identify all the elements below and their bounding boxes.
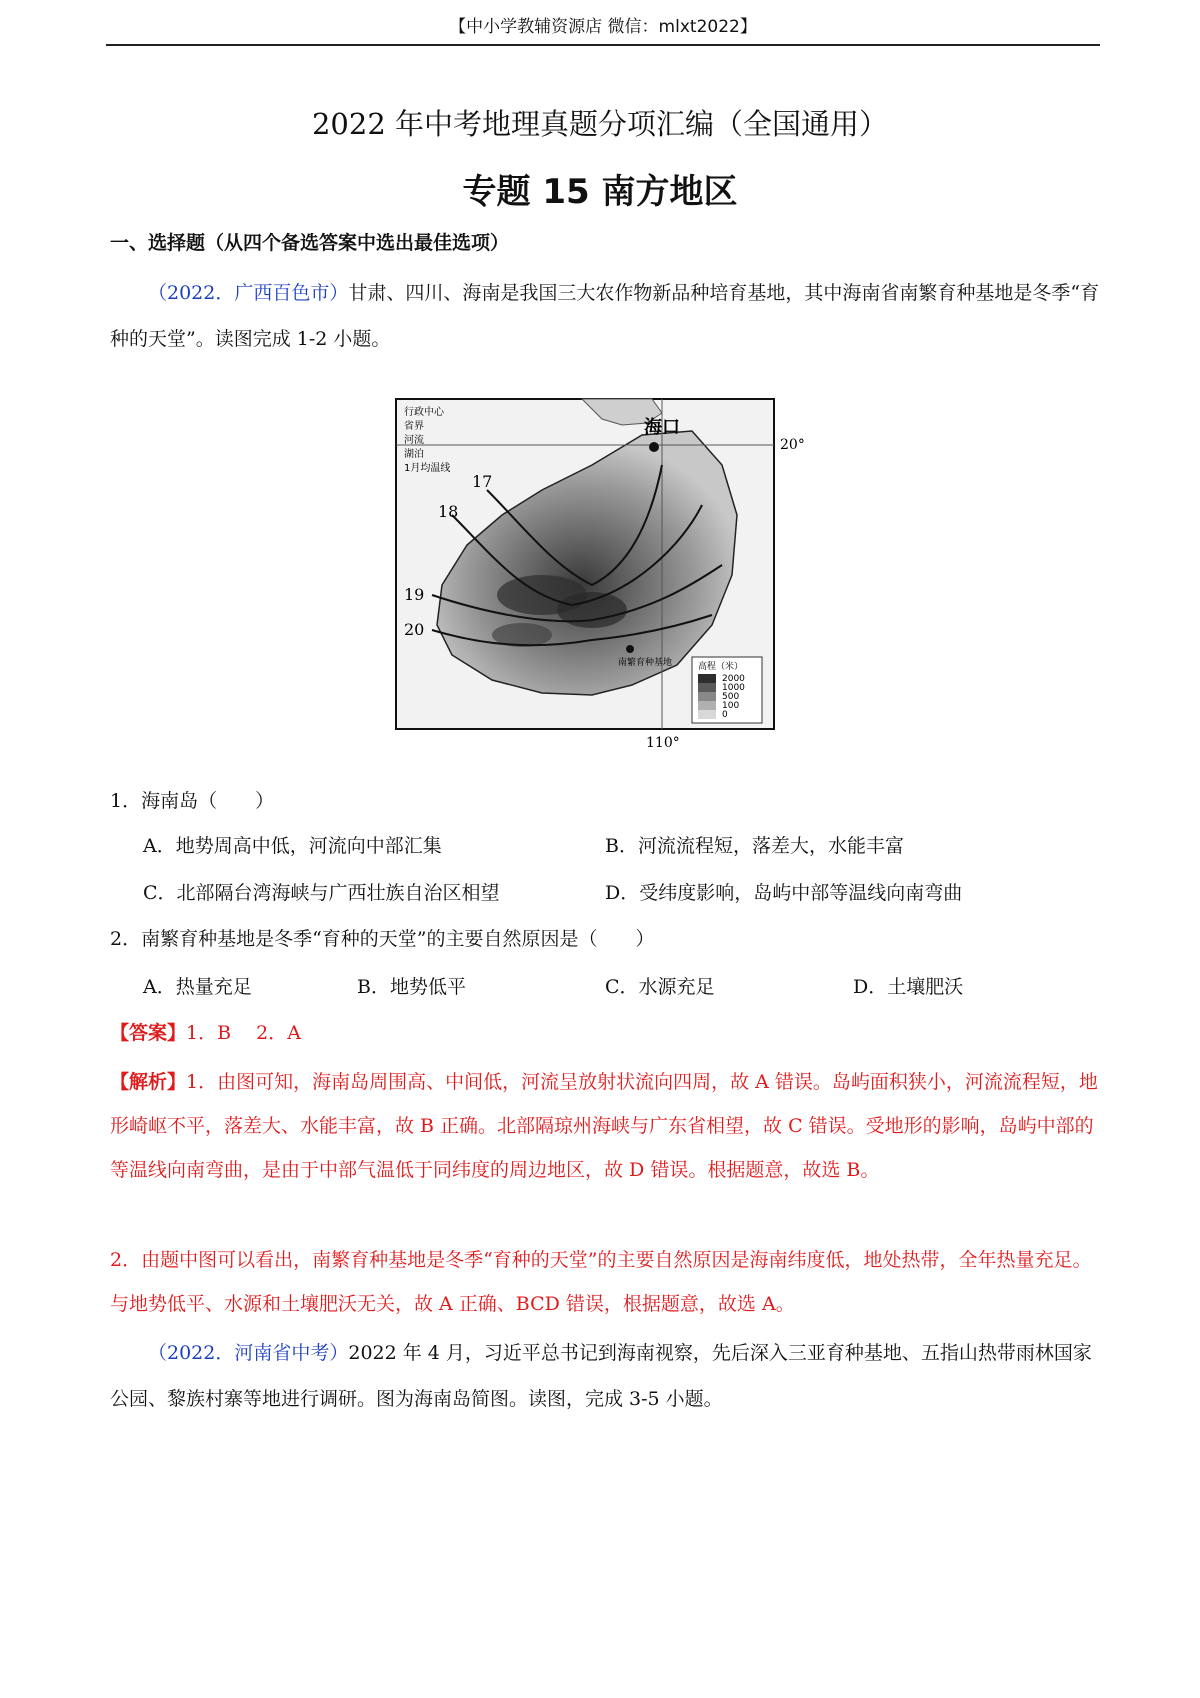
isotherm-label: 17 [472, 472, 493, 491]
question-1-option-b: B．河流流程短，落差大，水能丰富 [605, 835, 904, 857]
question-source: （2022．河南省中考） [148, 1342, 349, 1364]
elevation-value: 2000 [722, 674, 745, 684]
question-1-stem: 1．海南岛（ ） [110, 790, 275, 812]
question-source: （2022．广西百色市） [148, 282, 349, 304]
elevation-value: 0 [722, 710, 728, 720]
haikou-marker [649, 442, 659, 452]
latitude-label: 20° [780, 437, 805, 453]
elevation-title: 高程（米） [698, 662, 744, 672]
hainan-map [392, 395, 812, 755]
section-heading: 一、选择题（从四个备选答案中选出最佳选项） [110, 232, 510, 254]
isotherm-label: 18 [438, 502, 459, 521]
header-divider [106, 44, 1100, 46]
document-title: 2022 年中考地理真题分项汇编（全国通用） [311, 107, 889, 141]
question-1-option-c: C．北部隔台湾海峡与广西壮族自治区相望 [143, 882, 500, 904]
answer-label: 【答案】 [110, 1022, 187, 1044]
city-label: 海口 [644, 417, 680, 438]
topic-title: 专题 15 南方地区 [462, 172, 738, 212]
question-2-stem: 2．南繁育种基地是冬季“育种的天堂”的主要自然原因是（ ） [110, 928, 655, 950]
elevation-value: 100 [722, 701, 740, 711]
base-label: 南繁育种基地 [618, 658, 673, 668]
question-2-option-b: B．地势低平 [357, 976, 466, 998]
question-2-option-d: D．土壤肥沃 [853, 976, 964, 998]
intro-text: 2022 年 4 月，习近平总书记到海南视察，先后深入三亚育种基地、五指山热带雨林国家公园、黎族村寨等地进行调研。图为海南岛简图。读图，完成 3-5 小题。 [110, 1342, 1092, 1410]
analysis-text-1: 1．由图可知，海南岛周围高、中间低，河流呈放射状流向四周，故 A 错误。岛屿面积狭小，河流流程短，地形崎岖不平，落差大、水能丰富，故 B 正确。北部隔琼州海峡与广东省相望，故 C 错误。受地形的影响，岛屿中部的等温线向南弯曲，是由于中部气温低于同纬度的周边地区，故 D 错误。根据题意，故选 B。 [110, 1071, 1098, 1181]
legend-item: 行政中心 [404, 407, 444, 418]
isotherm-label: 20 [404, 620, 425, 639]
legend-item: 湖泊 [404, 449, 424, 460]
breeding-base-marker [626, 645, 634, 653]
legend-item: 河流 [404, 435, 424, 446]
mountain-patch [557, 592, 627, 628]
elevation-legend [692, 657, 762, 723]
intro-text: 甘肃、四川、海南是我国三大农作物新品种培育基地，其中海南省南繁育种基地是冬季“育种的天堂”。读图完成 1-2 小题。 [110, 282, 1100, 350]
question-2-option-c: C．水源充足 [605, 976, 715, 998]
legend-item: 1月均温线 [404, 463, 451, 474]
question-2-option-a: A．热量充足 [143, 976, 252, 998]
intro-paragraph-2 [110, 1330, 1100, 1422]
analysis-paragraph-1 [110, 1060, 1102, 1192]
isotherm-label: 19 [404, 585, 425, 604]
longitude-label: 110° [646, 735, 680, 751]
question-1-option-d: D．受纬度影响，岛屿中部等温线向南弯曲 [605, 882, 963, 904]
elevation-value: 500 [722, 692, 740, 702]
legend-item: 省界 [404, 421, 424, 432]
elevation-value: 1000 [722, 683, 745, 693]
page-header: 【中小学教辅资源店 微信：mlxt2022】 [449, 17, 757, 37]
analysis-label: 【解析】 [110, 1071, 187, 1093]
question-1-option-a: A．地势周高中低，河流向中部汇集 [143, 835, 442, 857]
hainan-map-figure [392, 395, 812, 755]
answer-text: 1．B 2．A [186, 1022, 301, 1044]
analysis-text-2: 2．由题中图可以看出，南繁育种基地是冬季“育种的天堂”的主要自然原因是海南纬度低，地处热带，全年热量充足。与地势低平、水源和土壤肥沃无关，故 A 正确、BCD 错误，根据题意，故选 A。 [110, 1249, 1092, 1315]
analysis-paragraph-2 [110, 1238, 1102, 1326]
intro-paragraph-1 [110, 270, 1100, 362]
answer-line [110, 1018, 301, 1045]
